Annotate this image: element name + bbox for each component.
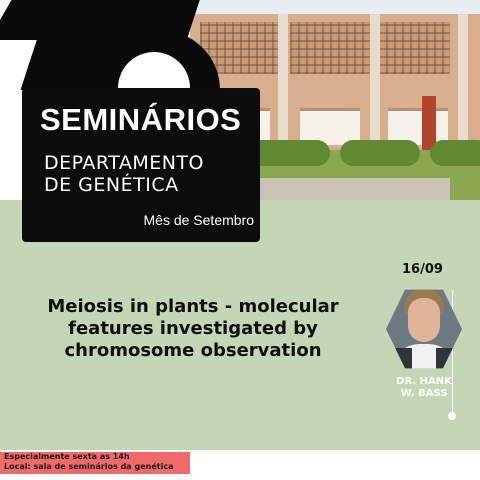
title-box bbox=[22, 88, 260, 242]
month-label: Mês de Setembro bbox=[143, 212, 254, 228]
department-line-2: DE GENÉTICA bbox=[44, 174, 179, 196]
talk-title-line-2: features investigated by bbox=[68, 318, 318, 339]
schedule-location: Local: sala de seminários da genética bbox=[4, 462, 174, 471]
talk-title-line-1: Meiosis in plants - molecular bbox=[47, 296, 339, 317]
department-name bbox=[44, 152, 204, 196]
page-title: SEMINÁRIOS bbox=[40, 102, 242, 137]
talk-title-line-3: chromosome observation bbox=[64, 340, 322, 361]
schedule-time: Especialmente sexta as 14h bbox=[4, 452, 130, 461]
decorative-dot bbox=[448, 412, 456, 420]
schedule-info-box bbox=[0, 452, 190, 474]
department-line-1: DEPARTAMENTO bbox=[44, 152, 204, 174]
speaker-name-line-1: DR. HANK bbox=[396, 376, 452, 387]
talk-title bbox=[18, 296, 368, 362]
event-date: 16/09 bbox=[402, 262, 443, 277]
speaker-name-line-2: W. BASS bbox=[400, 388, 448, 399]
speaker-name bbox=[378, 376, 470, 400]
